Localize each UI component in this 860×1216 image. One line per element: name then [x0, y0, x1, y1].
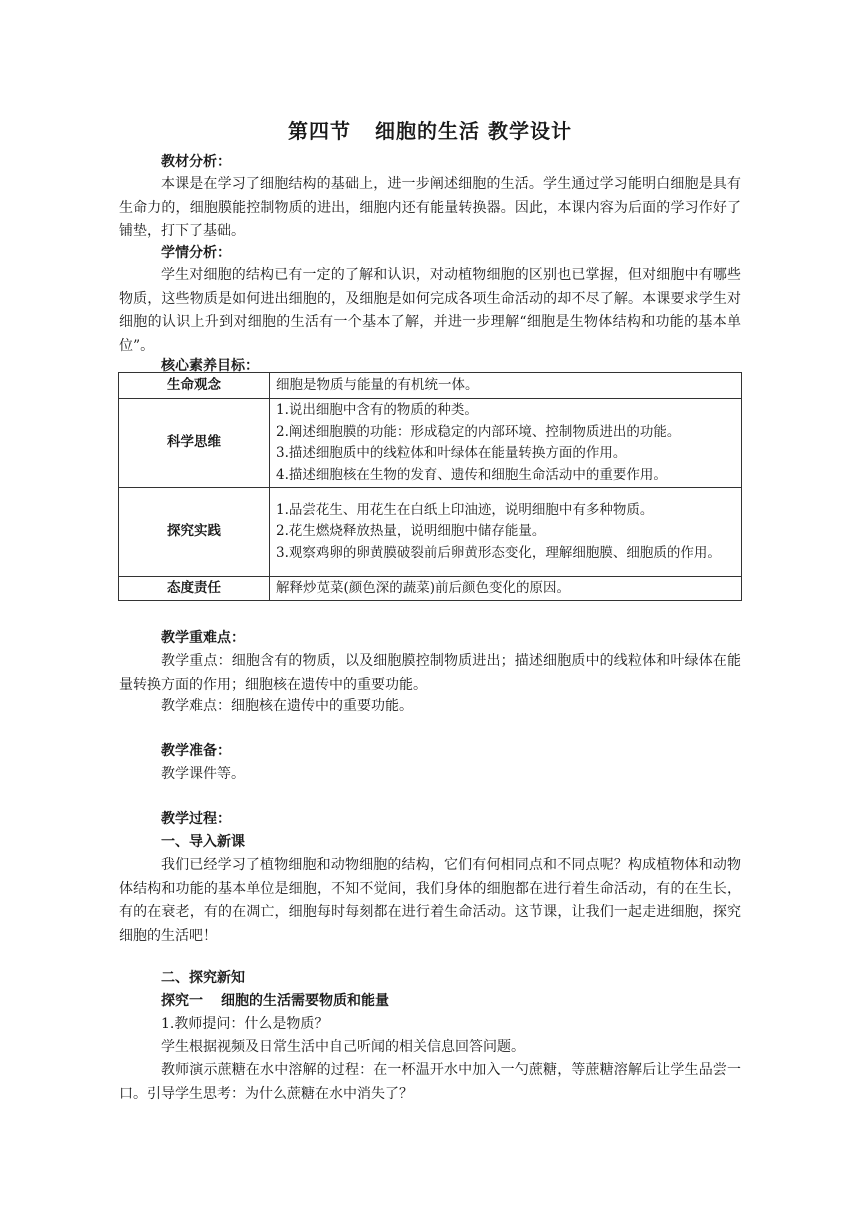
goal-item: 细胞是物质与能量的有机统一体。 — [276, 376, 479, 393]
title-topic: 细胞的生活 教学设计 — [375, 119, 572, 143]
goal-item: 1.说出细胞中含有的物质的种类。 — [276, 402, 478, 418]
goal-item: 解释炒苋菜(颜色深的蔬菜)前后颜色变化的原因。 — [276, 579, 571, 596]
material-analysis-heading: 教材分析： — [161, 154, 231, 170]
teacher-demo-text: 教师演示蔗糖在水中溶解的过程：在一杯温开水中加入一勺蔗糖，等蔗糖溶解后让学生品尝一口。引导学生思考：为什么蔗糖在水中消失了？ — [119, 1062, 741, 1102]
preparation-text: 教学课件等。 — [161, 766, 245, 782]
student-response-text: 学生根据视频及日常生活中自己听闻的相关信息回答问题。 — [161, 1039, 525, 1055]
title-section-number: 第四节 — [288, 119, 352, 143]
goal-item: 3.描述细胞质中的线粒体和叶绿体在能量转换方面的作用。 — [276, 445, 627, 461]
goal-item: 2.阐述细胞膜的功能：形成稳定的内部环境、控制物质进出的功能。 — [276, 423, 681, 440]
preparation-heading: 教学准备： — [161, 743, 231, 759]
learner-analysis-heading: 学情分析： — [161, 245, 231, 261]
inquiry1-label: 探究一 — [161, 993, 203, 1009]
goal-item: 3.观察鸡卵的卵黄膜破裂前后卵黄形态变化，理解细胞膜、细胞质的作用。 — [276, 544, 721, 561]
goal-content — [270, 373, 742, 399]
goal-item: 2.花生燃烧释放热量，说明细胞中储存能量。 — [276, 523, 546, 540]
section1-heading: 一、导入新课 — [161, 834, 245, 850]
goal-label: 探究实践 — [119, 488, 270, 577]
learner-analysis-text: 学生对细胞的结构已有一定的了解和认识，对动植物细胞的区别也已掌握，但对细胞中有哪些物质，这些物质是如何进出细胞的，及细胞是如何完成各项生命活动的却不尽了解。本课要求学生对细胞的认识上升到对细胞的生活有一个基本了解，并进一步理解“细胞是生物体结构和功能的基本单位”。 — [119, 267, 741, 354]
table-row — [119, 577, 742, 601]
inquiry1-heading — [161, 990, 389, 1010]
goal-label: 生命观念 — [119, 373, 270, 399]
material-analysis-text: 本课是在学习了细胞结构的基础上，进一步阐述细胞的生活。学生通过学习能明白细胞是具有生命力的，细胞膜能控制物质的进出，细胞内还有能量转换器。因此，本课内容为后面的学习作好了铺垫，打下了基础。 — [119, 176, 741, 239]
inquiry1-title: 细胞的生活需要物质和能量 — [221, 993, 389, 1009]
page-title — [0, 115, 860, 144]
goal-item: 1.品尝花生、用花生在白纸上印油迹，说明细胞中有多种物质。 — [276, 501, 654, 518]
goal-item: 4.描述细胞核在生物的发育、遗传和细胞生命活动中的重要作用。 — [276, 466, 667, 483]
table-row — [119, 399, 742, 488]
core-goals-heading: 核心素养目标： — [161, 358, 259, 374]
key-point-text: 教学重点：细胞含有的物质，以及细胞膜控制物质进出；描述细胞质中的线粒体和叶绿体在能量转换方面的作用；细胞核在遗传中的重要功能。 — [119, 653, 741, 693]
table-row — [119, 488, 742, 577]
goal-label: 态度责任 — [119, 577, 270, 601]
goal-content — [270, 399, 742, 488]
difficult-point-text: 教学难点：细胞核在遗传中的重要功能。 — [161, 698, 413, 714]
process-heading: 教学过程： — [161, 811, 231, 827]
question-1: 1.教师提问：什么是物质？ — [161, 1016, 329, 1032]
goal-label: 科学思维 — [119, 399, 270, 488]
table-row — [119, 373, 742, 399]
goal-content — [270, 488, 742, 577]
section2-heading: 二、探究新知 — [161, 970, 245, 986]
goal-content — [270, 577, 742, 601]
key-points-heading: 教学重难点： — [161, 630, 245, 646]
section1-text: 我们已经学习了植物细胞和动物细胞的结构，它们有何相同点和不同点呢？构成植物体和动物体结构和功能的基本单位是细胞，不知不觉间，我们身体的细胞都在进行着生命活动，有的在生长，有的在衰老，有的在凋亡，细胞每时每刻都在进行着生命活动。这节课，让我们一起走进细胞，探究细胞的生活吧！ — [119, 857, 741, 944]
core-goals-table — [118, 372, 742, 601]
